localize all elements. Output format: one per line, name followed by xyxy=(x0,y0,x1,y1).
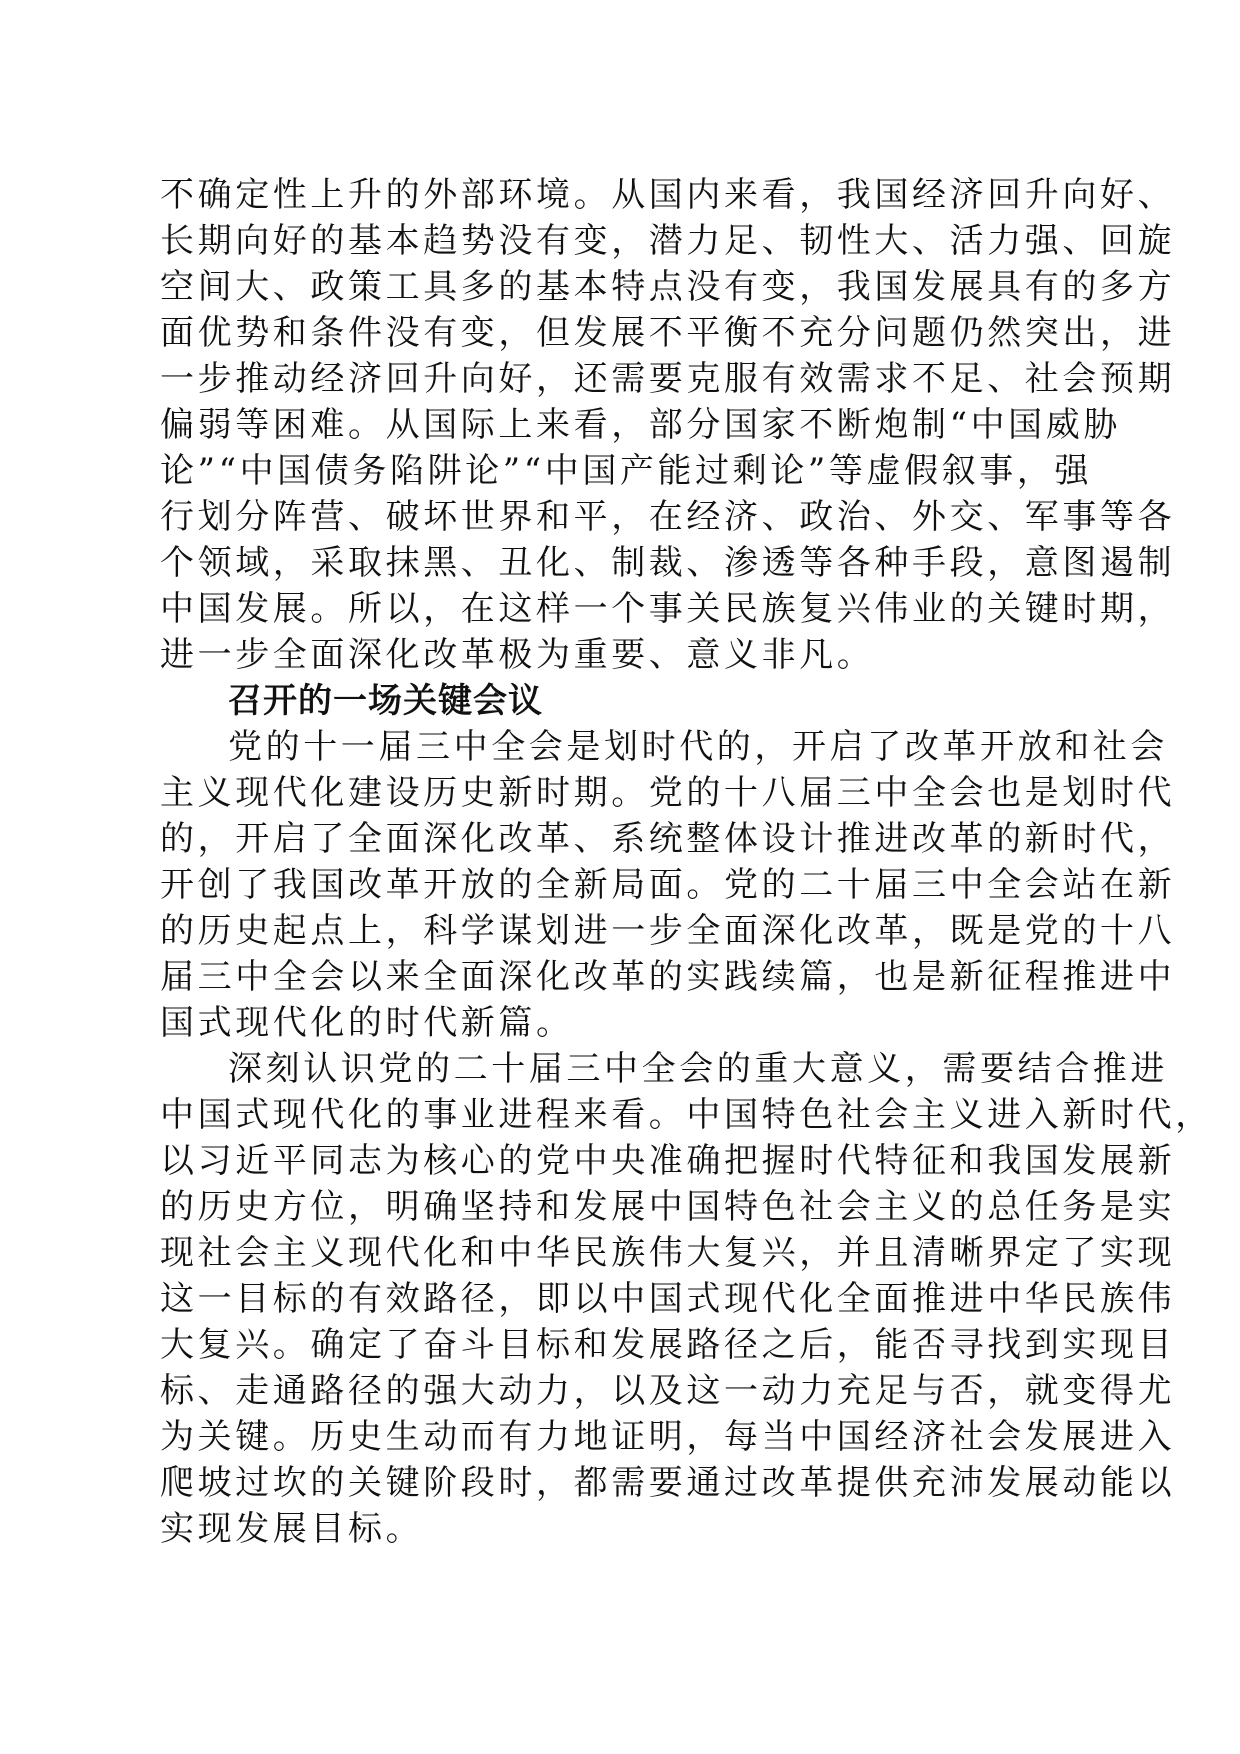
text-line: 个领域，采取抹黑、丑化、制裁、渗透等各种手段，意图遏制 xyxy=(160,543,1176,583)
text-line: 的，开启了全面深化改革、系统整体设计推进改革的新时代， xyxy=(160,819,1176,859)
text-line: 实现发展目标。 xyxy=(160,1509,424,1549)
text-line: 以习近平同志为核心的党中央准确把握时代特征和我国发展新 xyxy=(160,1141,1176,1181)
text-line: 长期向好的基本趋势没有变，潜力足、韧性大、活力强、回旋 xyxy=(160,221,1176,261)
text-line: 党的十一届三中全会是划时代的，开启了改革开放和社会 xyxy=(228,727,1168,767)
paragraph-1 xyxy=(160,172,1176,678)
text-line: 开创了我国改革开放的全新局面。党的二十届三中全会站在新 xyxy=(160,865,1176,905)
text-line: 为关键。历史生动而有力地证明，每当中国经济社会发展进入 xyxy=(160,1417,1176,1457)
text-line: 一步推动经济回升向好，还需要克服有效需求不足、社会预期 xyxy=(160,359,1176,399)
text-line: 中国式现代化的事业进程来看。中国特色社会主义进入新时代， xyxy=(160,1095,1213,1135)
text-line: 面优势和条件没有变，但发展不平衡不充分问题仍然突出，进 xyxy=(160,313,1176,353)
text-line: 深刻认识党的二十届三中全会的重大意义，需要结合推进 xyxy=(228,1049,1168,1089)
paragraph-2 xyxy=(160,724,1176,1046)
text-line: 行划分阵营、破坏世界和平，在经济、政治、外交、军事等各 xyxy=(160,497,1176,537)
text-line: 进一步全面深化改革极为重要、意义非凡。 xyxy=(160,635,875,675)
text-line: 现社会主义现代化和中华民族伟大复兴，并且清晰界定了实现 xyxy=(160,1233,1176,1273)
text-line: 的历史起点上，科学谋划进一步全面深化改革，既是党的十八 xyxy=(160,911,1176,951)
text-line: 空间大、政策工具多的基本特点没有变，我国发展具有的多方 xyxy=(160,267,1176,307)
text-line: 国式现代化的时代新篇。 xyxy=(160,1003,574,1043)
text-line: 大复兴。确定了奋斗目标和发展路径之后，能否寻找到实现目 xyxy=(160,1325,1176,1365)
document-body xyxy=(160,172,1213,1552)
text-line: 偏弱等困难。从国际上来看，部分国家不断炮制“中国威胁 xyxy=(160,405,1121,445)
text-line: 中国发展。所以，在这样一个事关民族复兴伟业的关键时期， xyxy=(160,589,1176,629)
text-line: 标、走通路径的强大动力，以及这一动力充足与否，就变得尤 xyxy=(160,1371,1176,1411)
text-line: 的历史方位，明确坚持和发展中国特色社会主义的总任务是实 xyxy=(160,1187,1176,1227)
text-line: 主义现代化建设历史新时期。党的十八届三中全会也是划时代 xyxy=(160,773,1176,813)
text-line: 爬坡过坎的关键阶段时，都需要通过改革提供充沛发展动能以 xyxy=(160,1463,1176,1503)
text-line: 论”“中国债务陷阱论”“中国产能过剩论”等虚假叙事，强 xyxy=(160,451,1093,491)
text-line: 届三中全会以来全面深化改革的实践续篇，也是新征程推进中 xyxy=(160,957,1176,997)
text-line: 这一目标的有效路径，即以中国式现代化全面推进中华民族伟 xyxy=(160,1279,1176,1319)
paragraph-3 xyxy=(160,1046,1213,1552)
section-heading: 召开的一场关键会议 xyxy=(228,681,543,721)
text-line: 不确定性上升的外部环境。从国内来看，我国经济回升向好、 xyxy=(160,175,1176,215)
